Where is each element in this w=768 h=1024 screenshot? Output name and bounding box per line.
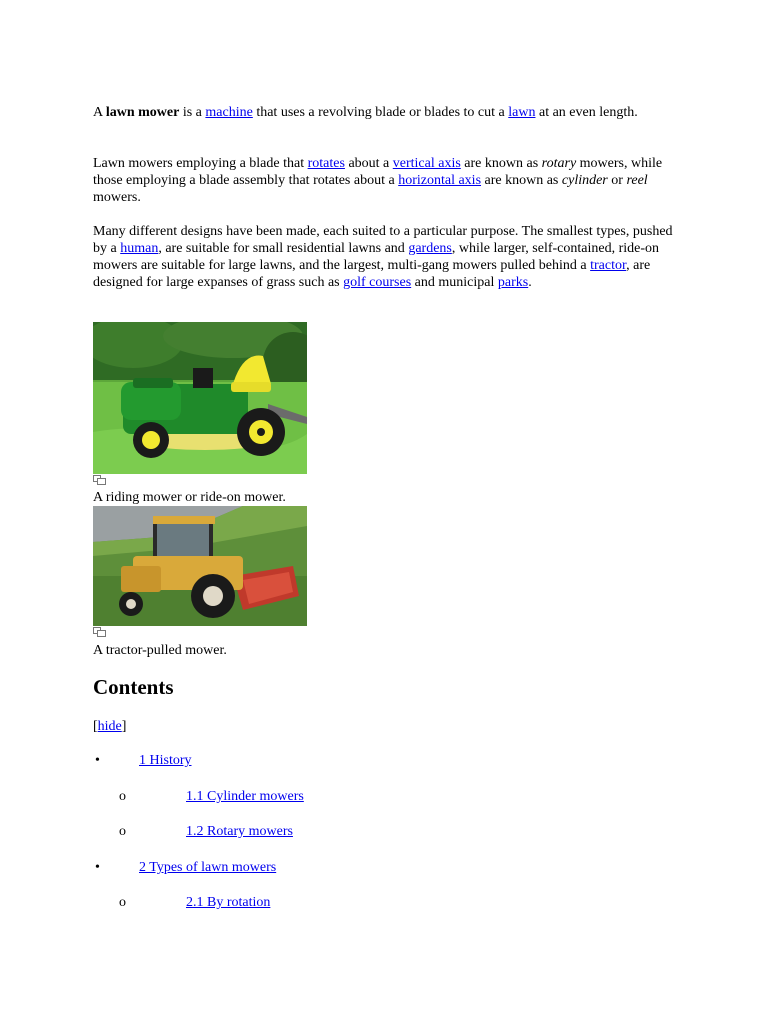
toc-item-cylinder-mowers[interactable]: 1.1 Cylinder mowers	[186, 789, 304, 804]
bold-term: lawn mower	[105, 105, 180, 120]
text: is a	[179, 105, 206, 120]
toc-bullet: o	[119, 824, 126, 839]
text: , while larger, self-contained, ride-on mowers are suitable for large lawns, and the largest, multi-gang mowers pulled behind a	[93, 241, 660, 273]
text: Many different designs have been made, each suited to a particular purpose. The smallest types, pushed by a	[93, 224, 673, 256]
text: about a	[344, 156, 393, 171]
toc-bullet: o	[119, 789, 126, 804]
toc-item-by-rotation[interactable]: 2.1 By rotation	[186, 895, 271, 910]
link-tractor[interactable]: tractor	[590, 258, 627, 273]
text: .	[528, 275, 532, 290]
link-human[interactable]: human	[120, 241, 159, 256]
link-rotates[interactable]: rotates	[307, 156, 345, 171]
image-expand-icon[interactable]	[93, 475, 105, 484]
italic-term: reel	[626, 173, 648, 188]
text: that uses a revolving blade or blades to cut a	[252, 105, 509, 120]
link-horizontal-axis[interactable]: horizontal axis	[398, 173, 482, 188]
toc-item-rotary-mowers[interactable]: 1.2 Rotary mowers	[186, 824, 293, 839]
blade-types-paragraph	[93, 155, 678, 206]
link-parks[interactable]: parks	[497, 275, 529, 290]
text: and municipal	[411, 275, 498, 290]
text: or	[607, 173, 627, 188]
text: are known as	[481, 173, 562, 188]
text: , are designed for large expanses of grass such as	[93, 258, 651, 290]
text: A	[93, 105, 106, 120]
toc-heading: Contents	[93, 675, 174, 699]
toc-item-history[interactable]: 1 History	[139, 753, 192, 768]
text: mowers, while those employing a blade assembly that rotates about a	[93, 156, 663, 188]
figure-tractor-mower	[93, 506, 307, 636]
text: , are suitable for small residential lawns and	[158, 241, 409, 256]
text: at an even length.	[535, 105, 638, 120]
toc-item-types-of-lawn-mowers[interactable]: 2 Types of lawn mowers	[139, 860, 277, 875]
italic-term: rotary	[541, 156, 577, 171]
link-lawn[interactable]: lawn	[508, 105, 536, 120]
bracket: ]	[121, 719, 127, 734]
link-machine[interactable]: machine	[205, 105, 253, 120]
text: mowers.	[93, 190, 141, 205]
intro-paragraph	[93, 104, 678, 121]
riding-mower-image[interactable]	[93, 322, 307, 474]
italic-term: cylinder	[561, 173, 608, 188]
tractor-mower-image[interactable]	[93, 506, 307, 626]
toc-bullet: •	[95, 860, 100, 875]
toc-bullet: o	[119, 895, 126, 910]
link-golf-courses[interactable]: golf courses	[343, 275, 412, 290]
link-gardens[interactable]: gardens	[408, 241, 452, 256]
image-expand-icon[interactable]	[93, 627, 105, 636]
figure-caption: A tractor-pulled mower.	[93, 643, 227, 658]
text: Lawn mowers employing a blade that	[93, 156, 308, 171]
link-vertical-axis[interactable]: vertical axis	[392, 156, 461, 171]
toc-hide-link[interactable]: hide	[97, 719, 122, 734]
toc-hide-toggle	[93, 718, 126, 735]
bracket: [	[93, 719, 98, 734]
designs-paragraph	[93, 223, 678, 291]
text: are known as	[460, 156, 542, 171]
figure-riding-mower	[93, 322, 307, 484]
toc-bullet: •	[95, 753, 100, 768]
figure-caption: A riding mower or ride-on mower.	[93, 490, 286, 505]
